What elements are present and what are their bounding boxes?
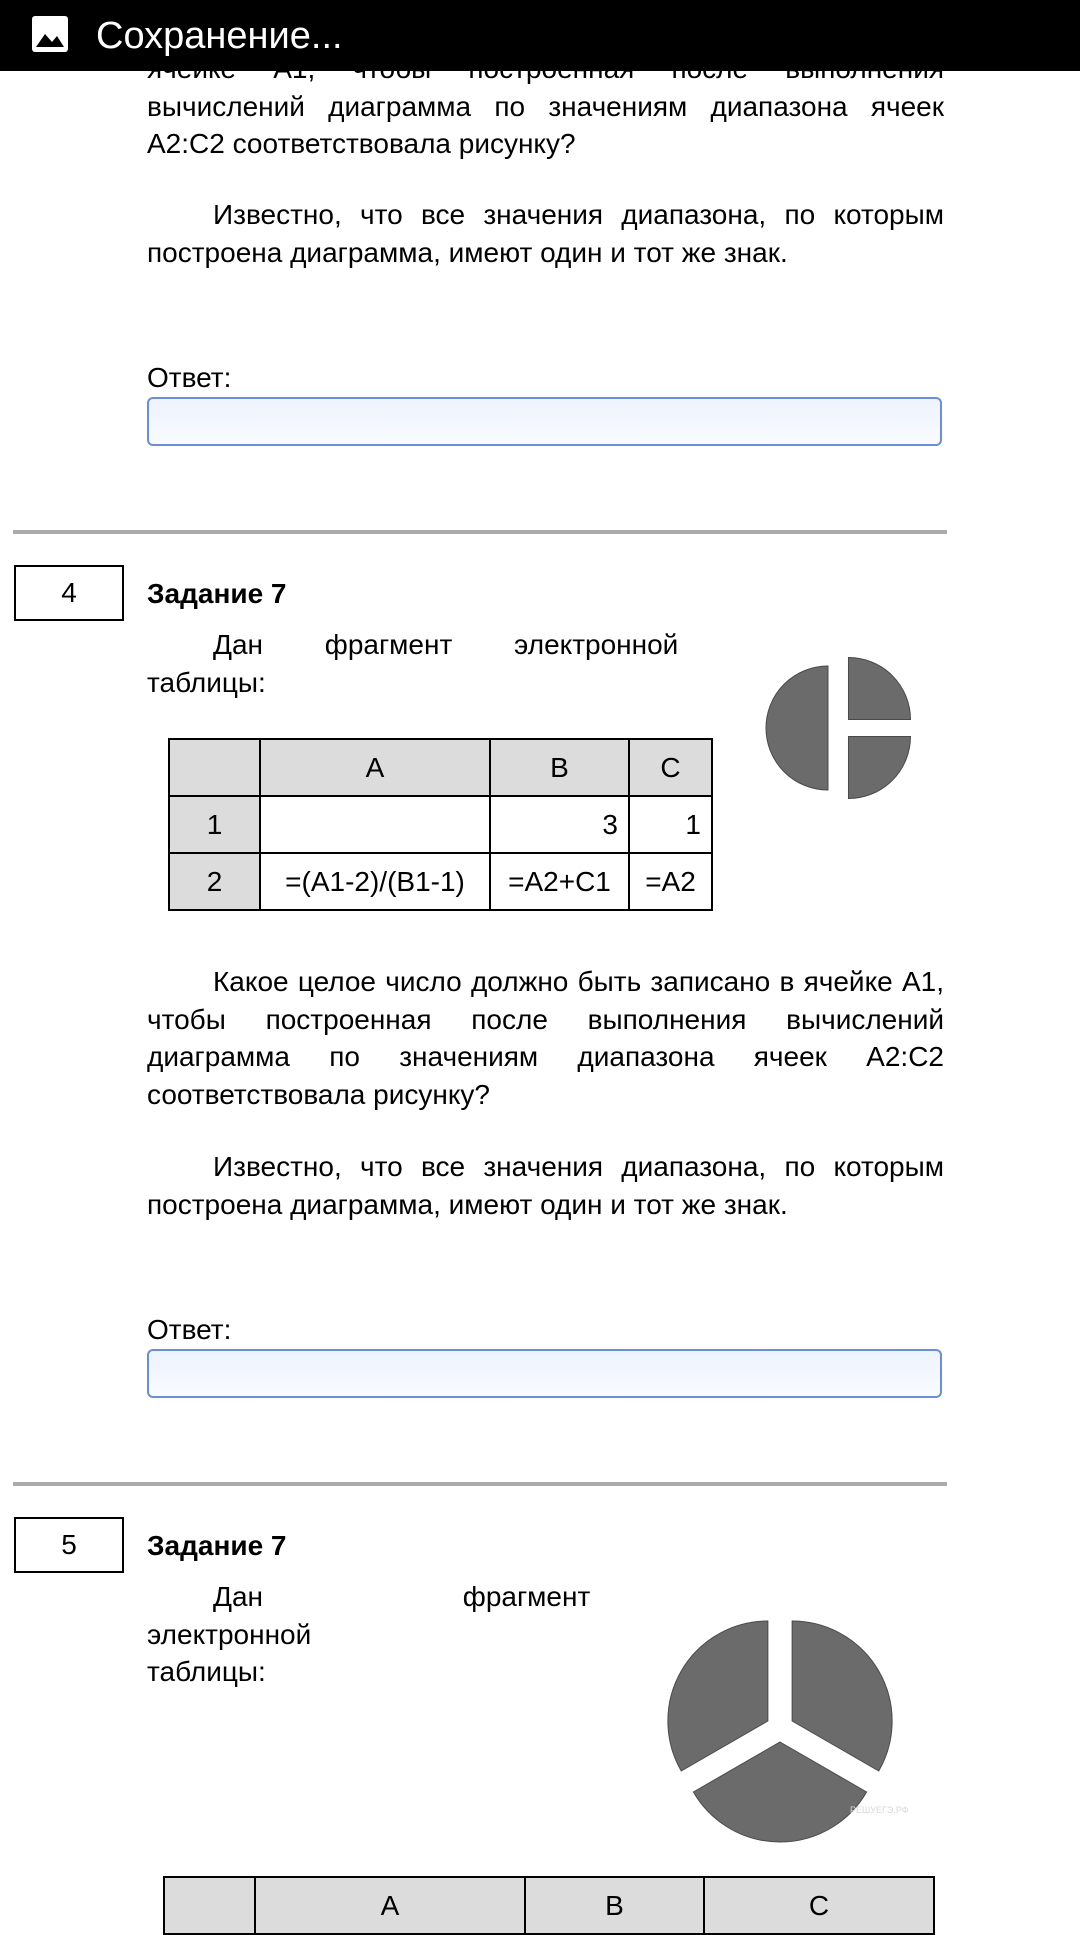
task-4-answer-label: Ответ: bbox=[147, 1314, 232, 1345]
corner-cell bbox=[169, 739, 260, 796]
row-header: 1 bbox=[169, 796, 260, 853]
saving-status-bar bbox=[0, 0, 1080, 71]
pie-slice-c2 bbox=[766, 666, 828, 790]
column-header-a: A bbox=[260, 739, 490, 796]
row-header: 2 bbox=[169, 853, 260, 910]
corner-cell bbox=[164, 1877, 255, 1934]
pie-slice-b2 bbox=[848, 736, 910, 798]
cell-c2: =A2 bbox=[629, 853, 712, 910]
cell-b1: 3 bbox=[490, 796, 629, 853]
watermark-small: . bbox=[910, 806, 912, 812]
task-divider bbox=[13, 1482, 947, 1486]
pie-slice-b2 bbox=[693, 1742, 866, 1842]
pie-slice-c2 bbox=[668, 1621, 768, 1771]
task-4-intro: Дан фрагмент электронной таблицы: bbox=[147, 629, 679, 698]
task-5-title: Задание 7 bbox=[147, 1530, 287, 1561]
task-4-paragraph-2: Известно, что все значения диапазона, по которым построена диаграмма, имеют один и тот же знак. bbox=[147, 1151, 944, 1220]
cell-c1: 1 bbox=[629, 796, 712, 853]
table-header-row bbox=[164, 1877, 934, 1934]
task-4-pie-slices bbox=[766, 658, 910, 799]
cell-b2: =A2+C1 bbox=[490, 853, 629, 910]
table-header-row bbox=[169, 739, 712, 796]
task-divider bbox=[13, 530, 947, 534]
column-header-b: B bbox=[525, 1877, 704, 1934]
task-4-answer-input[interactable] bbox=[147, 1349, 942, 1398]
task-5-intro: Дан фрагмент электронной таблицы: bbox=[147, 1581, 591, 1687]
cell-a2: =(A1-2)/(B1-1) bbox=[260, 853, 490, 910]
task-5-spreadsheet bbox=[163, 1876, 935, 1935]
pie-slice-a2 bbox=[848, 658, 910, 720]
table-row bbox=[169, 796, 712, 853]
column-header-c: C bbox=[629, 739, 712, 796]
task-prev-paragraph-2: Известно, что все значения диапазона, по которым построена диаграмма, имеют один и тот же знак. bbox=[147, 199, 944, 268]
task-4-title: Задание 7 bbox=[147, 578, 287, 609]
watermark: РЕШУЕГЭ.РФ bbox=[850, 1805, 909, 1815]
status-title: Сохранение... bbox=[96, 15, 343, 57]
column-header-a: A bbox=[255, 1877, 525, 1934]
column-header-c: C bbox=[704, 1877, 934, 1934]
task-prev-paragraph-1: вычислений диаграмма по значениям диапазона ячеек A2:C2 соответствовала рисунку? bbox=[147, 90, 944, 159]
task-4-paragraph-1: Какое целое число должно быть записано в ячейке А1, чтобы построенная после выполнения вычислений диаграмма по значениям диапазона ячеек A2:C2 соответствовала рисунку? bbox=[147, 966, 944, 1110]
table-row bbox=[169, 853, 712, 910]
task-prev-answer-label: Ответ: bbox=[147, 362, 232, 393]
pie-slice-a2 bbox=[792, 1621, 892, 1771]
image-icon bbox=[30, 14, 70, 59]
task-prev-answer-input[interactable] bbox=[147, 397, 942, 446]
cell-a1 bbox=[260, 796, 490, 853]
task-4-number-box: 4 bbox=[14, 565, 124, 621]
task-4-pie-chart bbox=[750, 650, 930, 830]
task-4-spreadsheet bbox=[168, 738, 713, 911]
task-5-number-box: 5 bbox=[14, 1517, 124, 1573]
column-header-b: B bbox=[490, 739, 629, 796]
